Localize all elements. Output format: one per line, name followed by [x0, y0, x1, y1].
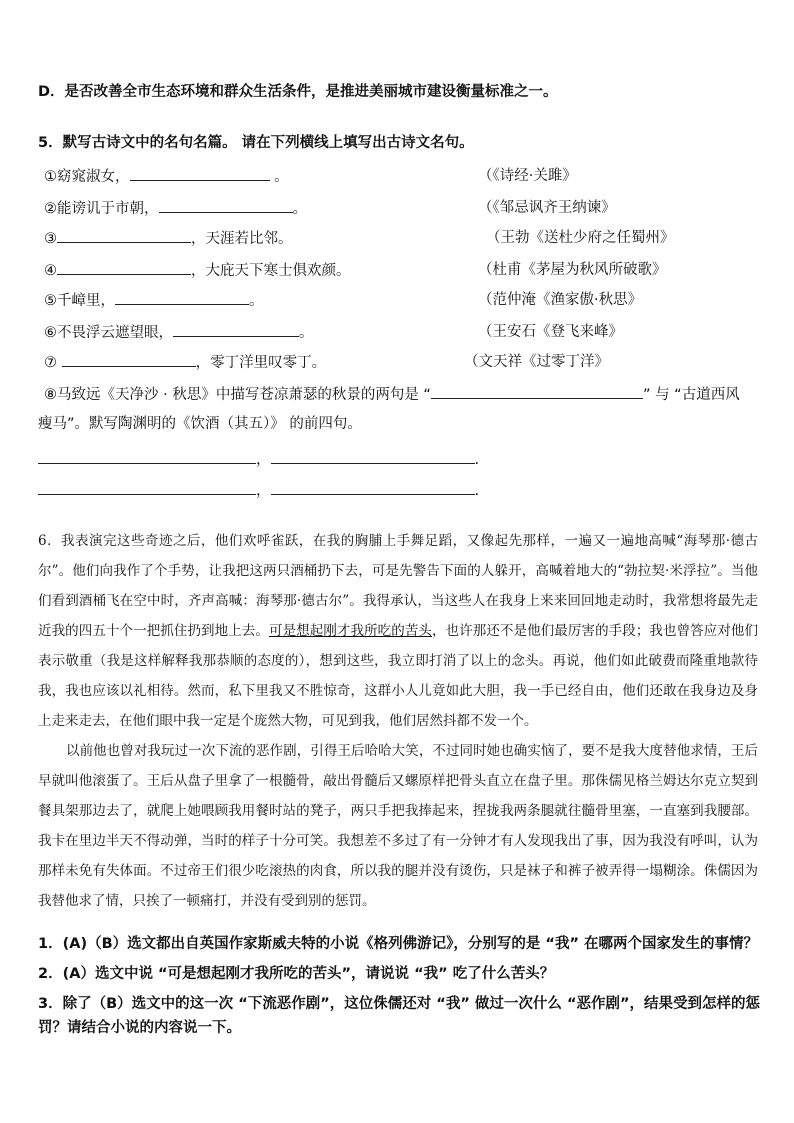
poem-item-6-post: 。 [299, 325, 314, 341]
question-1: 1．(A)（B）选文都出自英国作家斯威夫特的小说《格列佛游记》，分别写的是 “我” 在哪两个国家发生的事情？ [38, 936, 759, 952]
answer-blank-7[interactable] [62, 352, 196, 367]
option-d: D．是否改善全市生态环境和群众生活条件，是推进美丽城市建设衡量标准之一。 [38, 84, 558, 100]
poem-item-7-post: ，零丁洋里叹零丁。 [195, 355, 327, 371]
question-list [38, 932, 762, 1040]
answer-blank-3[interactable] [57, 228, 191, 243]
passage-p1-part-a: 6．我表演完这些奇迹之后，他们欢呼雀跃，在我的胸脯上手舞足蹈，又像起先那样，一遍又一遍地高喊“海琴那·德古尔”。他们向我作了个手势，让我把这两只酒桶扔下去，可是先警告下面的人躲开，高喊着地大的“勃拉契·米浮拉”。当他们看到酒桶飞在空中时，齐声高喊：海琴那·德古尔”。我得承认，当这些人在我身上来来回回地走动时，我常想将最先走近我的四五十个一把抓住扔到地上去。 [38, 533, 758, 639]
poem-item-1-pre: ①窈窕淑女， [44, 169, 130, 185]
poem-item-3 [44, 228, 293, 249]
answer-blank-5[interactable] [115, 290, 249, 305]
poem-item-6 [44, 322, 314, 343]
poem-item-5-post: 。 [249, 293, 264, 309]
answer-blank-2[interactable] [159, 198, 293, 213]
poem-item-3-pre: ③ [44, 231, 57, 247]
poem-item-4-source: （杜甫《茅屋为秋风所破歌》 [478, 262, 667, 278]
poem-item-5-pre: ⑤千嶂里， [44, 293, 115, 309]
answer-line-1[interactable] [38, 449, 256, 464]
answer-line-row-1 [38, 449, 479, 470]
passage-underlined-phrase: 可是想起刚才我所吃的苦头 [268, 623, 433, 639]
poem-item-4-pre: ④ [44, 263, 57, 279]
poem-item-7-source: （文天祥《过零丁洋》 [464, 354, 609, 370]
poem-item-3-source: （王勃《送杜少府之任蜀州》 [486, 230, 675, 246]
passage-p1-part-b: ，也许那还不是他们最厉害的手段；我也曾答应对他们表示敬重（我是这样解释我那恭顺的态度的），想到这些，我立即打消了以上的念头。再说，他们如此破费而隆重地款待我，我也应该以礼相待。然而，私下里我又不胜惊奇，这群小人儿竟如此大胆，我一手已经自由，他们还敢在我身边及身上走来走去，在他们眼中我一定是个庞然大物，可见到我，他们居然抖都不发一个。 [38, 623, 759, 729]
passage-paragraph-2: 以前他也曾对我玩过一次下流的恶作剧，引得王后哈哈大笑，不过同时她也确实恼了，要不是我大度替他求情，王后早就叫他滚蛋了。王后从盘子里拿了一根髓骨，敲出骨髓后又螺原样把骨头直立在盘子里。那侏儒见格兰姆达尔克立契到餐具架那边去了，就爬上她喂顾我用餐时站的凳子，两只手把我捧起来，捏拢我两条腿就往髓骨里塞，一直塞到我腰部。我卡在里边半天不得动弹，当时的样子十分可笑。我想差不多过了有一分钟才有人发现我出了事，因为我没有呼叫，认为那样未免有失体面。不过帝王们很少吃滚热的肉食，所以我的腿并没有烫伤，只是袜子和裤子被弄得一塌糊涂。侏儒因为我替他求了情，只挨了一顿痛打，并没有受到别的惩罚。 [38, 743, 758, 909]
poem-item-5 [44, 290, 264, 311]
answer-line-period-1: . [474, 452, 480, 468]
answer-line-3[interactable] [38, 480, 256, 495]
question-2: 2．(A）选文中说 “可是想起刚才我所吃的苦头”，请说说 “我” 吃了什么苦头？ [38, 966, 555, 982]
poem-item-4 [44, 260, 351, 281]
poem-item-4-post: ，大庇天下寒士俱欢颜。 [191, 263, 351, 279]
poem-item-7 [44, 352, 326, 373]
answer-line-comma-1: ， [256, 452, 271, 468]
poem-item-8-text-a: ⑧马致远《天净沙 · 秋思》中描写苍凉萧瑟的秋景的两句是 “ [44, 387, 431, 403]
poem-item-8-text-b: ” 与 “古道西风 [642, 387, 740, 403]
poem-item-5-source: （范仲淹《渔家傲·秋思》 [478, 292, 643, 308]
answer-line-period-2: . [474, 483, 480, 499]
answer-line-4[interactable] [271, 480, 475, 495]
poem-item-3-post: ，天涯若比邻。 [191, 231, 293, 247]
poem-item-2-source: （《邹忌讽齐王纳谏》 [478, 200, 616, 216]
answer-line-2[interactable] [271, 449, 475, 464]
poem-item-1-post: 。 [269, 169, 289, 185]
poem-item-2 [44, 198, 307, 219]
poem-item-2-pre: ②能谤讥于市朝， [44, 201, 159, 217]
poem-item-6-pre: ⑥不畏浮云遮望眼， [44, 325, 173, 341]
poem-item-6-source: （王安石《登飞来峰》 [478, 324, 623, 340]
answer-blank-1[interactable] [130, 166, 270, 181]
poem-item-7-pre: ⑦ [44, 355, 62, 371]
question-5-title: 5．默写古诗文中的名句名篇。 请在下列横线上填写出古诗文名句。 [38, 135, 474, 151]
answer-blank-4[interactable] [57, 260, 191, 275]
passage-paragraph-1 [38, 526, 758, 736]
poem-item-1 [44, 166, 289, 187]
poem-item-8 [44, 384, 740, 405]
answer-line-comma-2: ， [256, 483, 271, 499]
poem-item-1-source: （《诗经·关雎》 [478, 168, 577, 184]
poem-item-2-post: 。 [292, 201, 307, 217]
answer-blank-8a[interactable] [431, 384, 643, 399]
question-3: 3．除了（B）选文中的这一次 “下流恶作剧”，这位侏儒还对 “我” 做过一次什么 “恶作剧”，结果受到怎样的惩罚？请结合小说的内容说一下。 [38, 996, 761, 1036]
answer-line-row-2 [38, 480, 479, 501]
reading-passage [38, 526, 758, 916]
poem-item-8-text-c: 瘦马”。默写陶渊明的《饮酒（其五）》 的前四句。 [38, 416, 362, 432]
answer-blank-6[interactable] [173, 322, 299, 337]
